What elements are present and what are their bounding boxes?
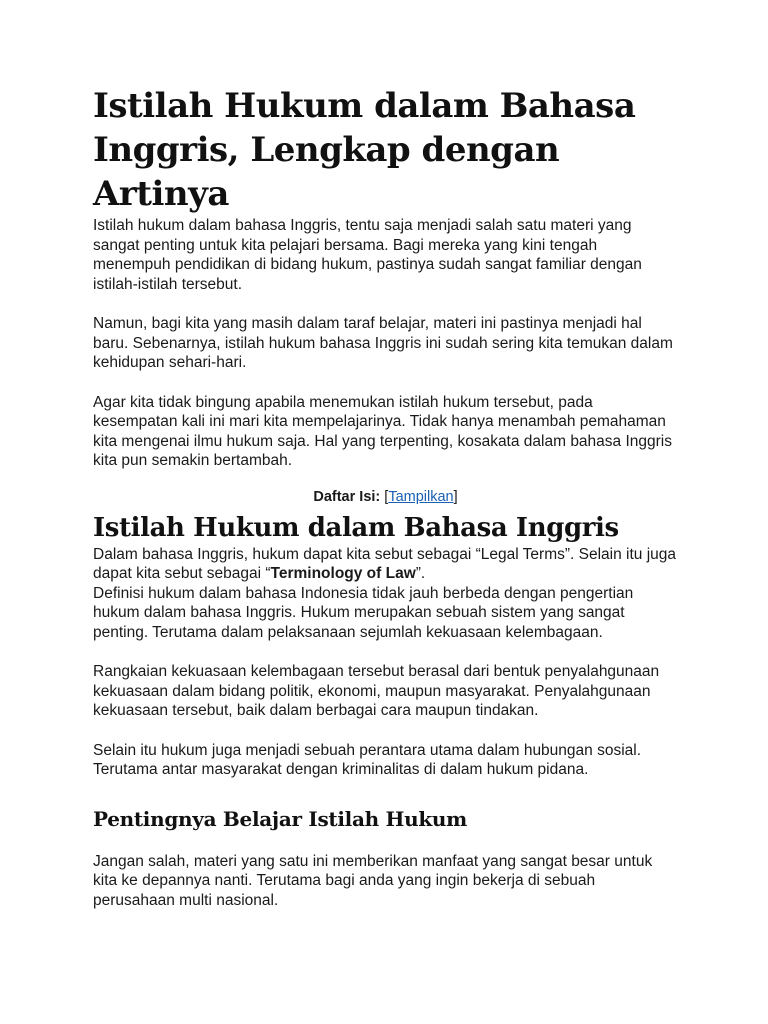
toc-close-bracket: ] <box>453 488 458 505</box>
intro-paragraph-1: Istilah hukum dalam bahasa Inggris, tentu saja menjadi salah satu materi yang sangat penting untuk kita pelajari bersama. Bagi mereka yang kini tengah menempuh pendidikan di bidang hukum, pastinya sudah sangat familiar dengan istilah-istilah tersebut. <box>93 217 642 293</box>
document-page <box>93 84 678 910</box>
section2-paragraph-1: Jangan salah, materi yang satu ini memberikan manfaat yang sangat besar untuk kita ke depannya nanti. Terutama bagi anda yang ingin bekerja di sebuah perusahaan multi nasional. <box>93 852 653 909</box>
section1-p1-end: ”. <box>415 565 426 582</box>
toc-show-link[interactable]: Tampilkan <box>388 488 454 505</box>
table-of-contents <box>93 489 678 505</box>
section1-p1-text: Dalam bahasa Inggris, hukum dapat kita sebut sebagai “Legal Terms”. Selain itu juga dapat kita sebut sebagai “ <box>93 545 677 582</box>
section1-paragraph-3: Rangkaian kekuasaan kelembagaan tersebut berasal dari bentuk penyalahgunaan kekuasaan dalam bidang politik, ekonomi, maupun masyarakat. Penyalahgunaan kekuasaan tersebut, baik dalam berbagai cara maupun tindakan. <box>93 663 660 719</box>
toc-open-bracket: [ <box>384 488 389 505</box>
section1-paragraph-1 <box>93 545 678 584</box>
section1-paragraph-4: Selain itu hukum juga menjadi sebuah perantara utama dalam hubungan sosial. Terutama antar masyarakat dengan kriminalitas di dalam hukum pidana. <box>93 741 642 778</box>
toc-label: Daftar Isi: <box>313 488 381 505</box>
article-title: Istilah Hukum dalam Bahasa Inggris, Lengkap dengan Artinya <box>93 86 636 214</box>
section1-paragraph-2: Definisi hukum dalam bahasa Indonesia tidak jauh berbeda dengan pengertian hukum dalam bahasa Inggris. Hukum merupakan sebuah sistem yang sangat penting. Terutama dalam pelaksanaan sejumlah kekuasaan kelembagaan. <box>93 584 634 641</box>
terminology-of-law-bold: Terminology of Law <box>270 565 416 582</box>
section-heading-importance: Pentingnya Belajar Istilah Hukum <box>93 806 468 831</box>
section-heading-legal-terms: Istilah Hukum dalam Bahasa Inggris <box>93 512 619 543</box>
intro-paragraph-3: Agar kita tidak bingung apabila menemukan istilah hukum tersebut, pada kesempatan kali ini mari kita mempelajarinya. Tidak hanya menambah pemahaman kita mengenai ilmu hukum saja. Hal yang terpenting, kosakata dalam bahasa Inggris kita pun semakin bertambah. <box>93 393 672 469</box>
intro-paragraph-2: Namun, bagi kita yang masih dalam taraf belajar, materi ini pastinya menjadi hal baru. Sebenarnya, istilah hukum bahasa Inggris ini sudah sering kita temukan dalam kehidupan sehari-hari. <box>93 315 673 371</box>
